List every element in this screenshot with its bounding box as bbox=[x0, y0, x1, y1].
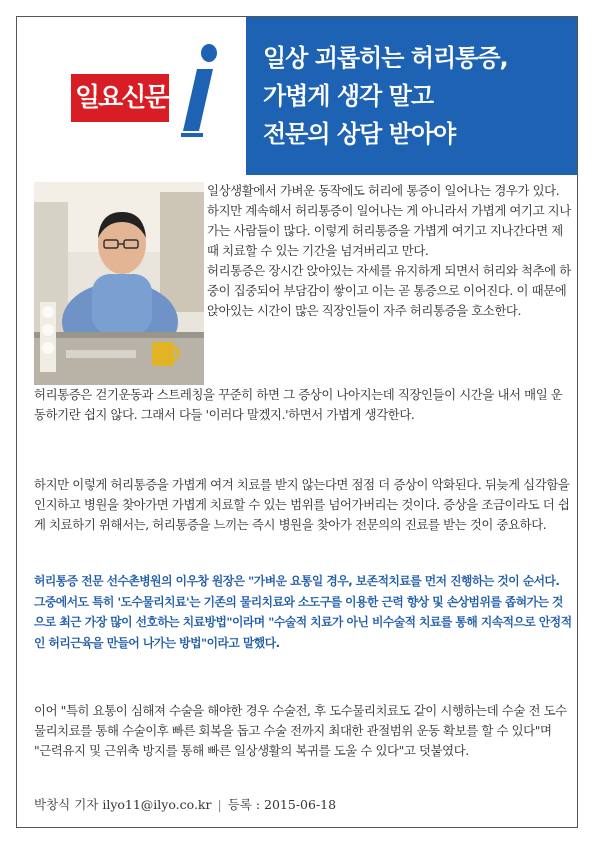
paragraph-5: 이어 "특히 요통이 심해져 수술을 해야한 경우 수술전, 후 도수물리치료도 같이 시행하는데 수술 전 도수물리치료를 통해 수술이후 빠른 회복을 돕고 수술 전까지 최대한 관절범위 운동 확보를 할 수 있다"며 "근력유지 및 근위축 방지를 통해 빠른 일상생활의 복귀를 도울 수 있다"고 덧붙였다. bbox=[34, 703, 567, 758]
doctor-illustration bbox=[34, 182, 204, 385]
highlight-quote: 허리통증 전문 선수촌병원의 이우창 원장은 "가벼운 요통일 경우, 보존적치료를 먼저 진행하는 것이 순서다. 그중에서도 특히 '도수물리치료'는 기존의 물리치료와 소도구를 이용한 근력 향상 및 손상범위를 좁혀가는 것으로 최근 가장 많이 선호하는 치료방법"이라며 "수술적 치료가 아닌 비수술적 치료를 통해 지속적으로 안정적인 허리근육을 만들어 나가는 방법"이라고 말했다. bbox=[34, 574, 572, 650]
paragraph-1a: 일상생활에서 가벼운 동작에도 허리에 통증이 일어나는 경우가 있다. 하지만 계속해서 허리통증이 일어나는 게 아니라서 가볍게 여기고 지나 가는 사람들이 많다. 이렇게 허리통증을 가볍게 여기고 지나간다면 제때 치료할 수 있는 기간을 넘겨버리고 만다. bbox=[207, 183, 571, 258]
header bbox=[17, 17, 577, 175]
headline-line-2: 가볍게 생각 말고 bbox=[263, 82, 433, 110]
ilyo-logo bbox=[71, 69, 231, 129]
logo-text: 일요신문 bbox=[75, 83, 168, 113]
paragraph-2: 허리통증은 걷기운동과 스트레칭을 꾸준히 하면 그 증상이 나아지는데 직장인들이 시간을 내서 매일 운동하기란 쉽지 않다. 그래서 다들 '이러다 말겠지.'하면서 가볍게 생각한다. bbox=[34, 387, 563, 422]
paragraph-1 bbox=[207, 181, 573, 321]
logo-i-mark bbox=[169, 39, 229, 139]
headline-line-1: 일상 괴롭히는 허리통증, bbox=[263, 44, 508, 72]
byline-date: 등록 : 2015-06-18 bbox=[227, 797, 337, 812]
headline bbox=[263, 39, 569, 153]
byline bbox=[34, 795, 572, 813]
paragraph-3: 하지만 이렇게 허리통증을 가볍게 여겨 치료를 받지 않는다면 점점 더 증상이 악화된다. 뒤늦게 심각함을 인지하고 병원을 찾아가면 가볍게 치료할 수 있는 범위를 넘어가버리는 것이다. 증상을 조금이라도 더 쉽게 치료하기 위해서는, 허리통증을 느끼는 즉시 병원을 찾아가 전문의의 진료를 받는 것이 중요하다. bbox=[34, 477, 570, 532]
byline-author: 박창식 기자 ilyo11@ilyo.co.kr bbox=[34, 797, 212, 812]
byline-separator: | bbox=[217, 797, 222, 812]
paragraph-1b: 허리통증은 장시간 앉아있는 자세를 유지하게 되면서 허리와 척추에 하중이 집중되어 부담감이 쌓이고 이는 곧 통증으로 이어진다. 이 때문에 앉아있는 시간이 많은 직장인들이 자주 허리통증을 호소한다. bbox=[207, 263, 571, 318]
headline-line-3: 전문의 상담 받아야 bbox=[263, 120, 456, 148]
doctor-photo bbox=[34, 182, 204, 385]
article-frame bbox=[16, 16, 578, 828]
